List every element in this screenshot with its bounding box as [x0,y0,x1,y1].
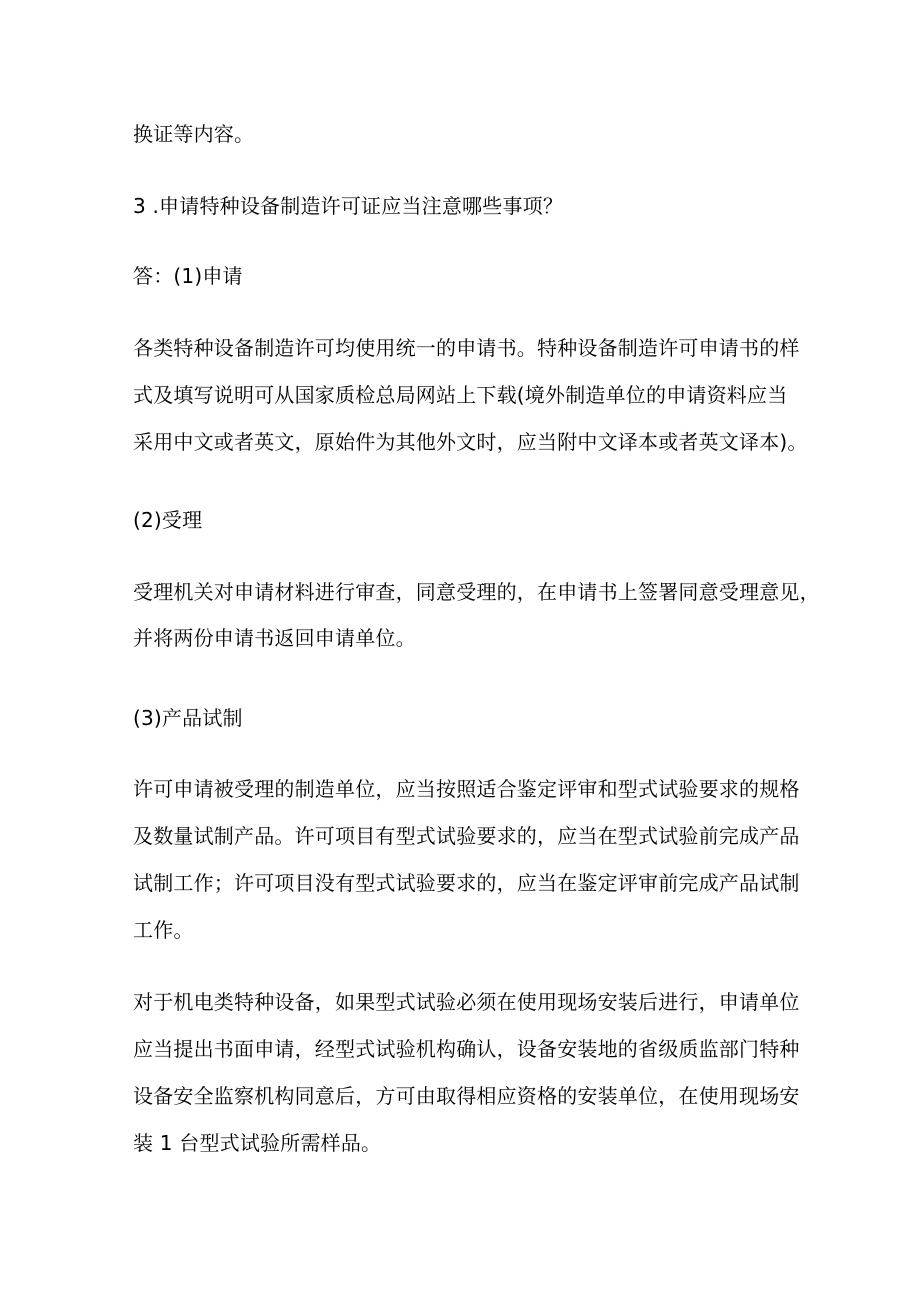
paragraph-line: 应当提出书面申请，经型式试验机构确认，设备安装地的省级质监部门特种 [133,1037,800,1061]
paragraph-line: 换证等内容。 [133,122,255,146]
answer-heading: 答：(1)申请 [133,264,243,288]
paragraph-line: 试制工作；许可项目没有型式试验要求的，应当在鉴定评审前完成产品试制 [133,871,800,895]
paragraph-line: 受理机关对申请材料进行审查，同意受理的，在申请书上签署同意受理意见， [133,580,820,604]
section-heading: (3)产品试制 [133,706,243,730]
paragraph-line: 设备安全监察机构同意后，方可由取得相应资格的安装单位，在使用现场安 [133,1084,800,1108]
question-heading: 3 .申请特种设备制造许可证应当注意哪些事项？ [133,194,564,218]
paragraph-line: 对于机电类特种设备，如果型式试验必须在使用现场安装后进行，申请单位 [133,990,800,1014]
paragraph-line: 许可申请被受理的制造单位，应当按照适合鉴定评审和型式试验要求的规格 [133,777,800,801]
section-heading: (2)受理 [133,508,203,532]
paragraph-line: 装 1 台型式试验所需样品。 [133,1131,382,1155]
paragraph-line: 及数量试制产品。许可项目有型式试验要求的，应当在型式试验前完成产品 [133,824,800,848]
paragraph-line: 采用中文或者英文，原始件为其他外文时，应当附中文译本或者英文译本)。 [133,430,808,454]
paragraph-line: 式及填写说明可从国家质检总局网站上下载(境外制造单位的申请资料应当 [133,383,788,407]
paragraph-line: 各类特种设备制造许可均使用统一的申请书。特种设备制造许可申请书的样 [133,336,800,360]
paragraph-line: 工作。 [133,918,194,942]
paragraph-line: 并将两份申请书返回申请单位。 [133,626,416,650]
